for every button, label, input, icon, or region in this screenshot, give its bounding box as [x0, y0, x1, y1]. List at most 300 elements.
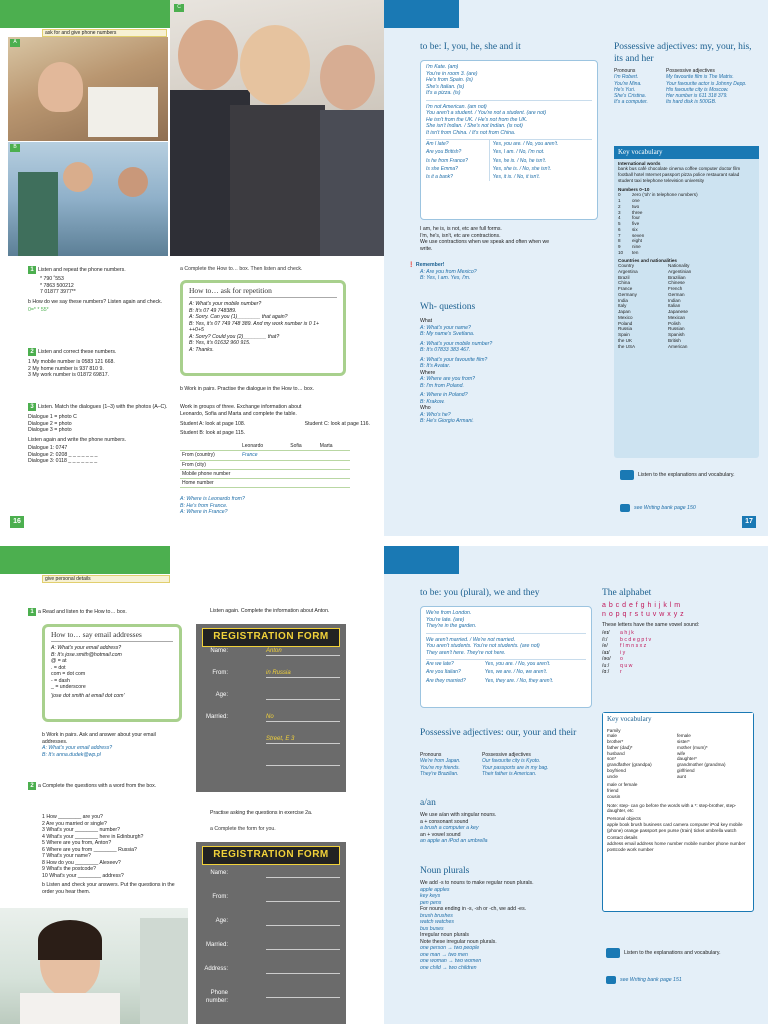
form-field[interactable] [266, 990, 340, 998]
question-item: 7 What's your name? [42, 853, 91, 859]
form-row [196, 966, 346, 976]
exercise-5-text: Leonardo, Sofia and Marta and complete the table. [180, 410, 297, 417]
vocab-item: girlfriend [677, 767, 695, 773]
table-cell: We're from Japan. [420, 758, 461, 765]
grammar-line: We're from London. [426, 610, 472, 616]
listen-note-text: Listen to the explanations and vocabulary. [624, 949, 721, 956]
table-cell: Yes, they are. / No, they aren't. [484, 677, 554, 684]
plurals-list [420, 880, 598, 971]
wh-line: What [420, 318, 433, 324]
table-cell: You're Mina. [614, 80, 642, 87]
country: Poland [618, 320, 633, 326]
possessive-table [420, 752, 598, 777]
page-19 [384, 546, 768, 1024]
table-cell: Home number [180, 479, 240, 488]
alphabet-row: n o p q r s t u v w x y z [602, 610, 685, 618]
list-item: Dialogue 1 = photo C [28, 414, 77, 420]
writing-note-text: see Writing bank page 151 [620, 976, 682, 983]
wh-line: A: Who's he? [420, 411, 451, 418]
a-an-list [420, 812, 598, 845]
exercise-number: 3 [28, 403, 36, 411]
table-cell: Are you Italian? [426, 669, 461, 676]
form-field[interactable] [266, 894, 340, 902]
howto-box-repetition [180, 280, 346, 376]
photo-b-label: B [10, 144, 20, 152]
table-cell: Your passports are in my bag. [482, 764, 549, 771]
country: the UK [618, 337, 633, 343]
letters: f l m n s x z [620, 643, 647, 649]
page-gap [0, 536, 768, 546]
grammar-line: one person → two people [420, 945, 480, 951]
question-item: 10 What's your ________ address? [42, 872, 124, 879]
table-cell: Yes, it is. / No, it isn't. [492, 174, 540, 180]
wh-questions-list [420, 318, 600, 425]
number-word: five [632, 221, 640, 227]
listen-note[interactable] [606, 948, 746, 958]
computer-icon [606, 948, 620, 958]
form-title: REGISTRATION FORM [202, 628, 340, 647]
remember-label: Remember! [415, 262, 445, 268]
dialog-line: A: Where in France? [180, 509, 228, 516]
form-row [196, 648, 346, 658]
grammar-line: a + consonant sound [420, 818, 469, 825]
table-row [180, 469, 350, 478]
exercise-3a-text: Listen. Match the dialogues (1–3) with the photos (A–C). [38, 404, 168, 410]
wh-line: Where [420, 369, 436, 376]
page-17 [384, 0, 768, 536]
nationality: Russian [668, 326, 685, 332]
howto-line: com = dot com [51, 671, 86, 678]
howto-line: @ = at [51, 658, 67, 665]
number-word: two [632, 203, 640, 209]
table-header: Marta [318, 442, 350, 451]
registration-form-1 [196, 624, 346, 792]
question-item: 4 What's your ________ here in Edinburgh? [42, 833, 144, 840]
form-field[interactable]: Street, E 3 [266, 736, 340, 744]
country: Japan [618, 309, 631, 315]
questions-list [42, 814, 182, 879]
positive-block [426, 64, 592, 97]
nationality: Nationality [668, 263, 690, 269]
header-bar [384, 546, 459, 574]
grammar-line: apple apples [420, 886, 450, 893]
grammar-line: I'm not American. (am not) [426, 103, 487, 110]
question-item: 3 What's your ________ number? [42, 827, 120, 833]
vocab-item: mother (mum)* [677, 744, 708, 750]
grammar-line: We add -s to nouns to make regular noun plurals. [420, 880, 534, 886]
number-word: nine [632, 244, 641, 250]
grammar-line: one woman → two women [420, 958, 482, 964]
number-word: six [632, 226, 638, 232]
form-label: Age: [215, 692, 228, 698]
question-item: 5 Where are you from, Anton? [42, 840, 112, 846]
grammar-line: watch watches [420, 919, 455, 925]
grammar-line: I'm Kate. (am) [426, 64, 459, 70]
table-row [426, 677, 586, 685]
exercise-1b-line: 0=* * 55* [28, 307, 49, 313]
howto-line: _ = underscore [51, 684, 86, 691]
exercise-number: 2 [28, 348, 36, 356]
table-row [426, 668, 586, 676]
nationality: Japanese [668, 309, 688, 315]
table-cell: Yes, she is. / No, she isn't. [492, 165, 552, 172]
list-item: Dialogue 3: 0118 _ _ _ _ _ _ _ [28, 458, 98, 464]
howto-line: A: What's your email address? [51, 645, 122, 652]
form-field[interactable] [266, 692, 340, 700]
table-row [426, 140, 592, 149]
letters: q u w [620, 662, 633, 669]
header-bar [0, 0, 170, 28]
table-row [180, 460, 350, 469]
form-row [196, 894, 346, 904]
number-word: eight [632, 238, 642, 244]
exercise-1a-text: Listen and repeat the phone numbers. [38, 267, 126, 273]
family-list [607, 733, 749, 779]
table-row [614, 99, 759, 105]
wh-line: A: What's your name? [420, 324, 471, 331]
table-header: Sofia [288, 442, 318, 451]
exercise-1 [28, 608, 188, 616]
question-item: 1 How ________ are you? [42, 814, 103, 820]
vocab-item: grandmother (grandma) [677, 762, 726, 768]
form-row [196, 736, 346, 746]
exercise-intro: Listen again. Complete the information about Anton. [210, 608, 330, 614]
country: Italy [618, 303, 627, 309]
section-heading: a/an [420, 798, 436, 808]
vocab-item: female [677, 733, 691, 739]
number-digit: 0 [618, 192, 621, 198]
registration-form-2 [196, 842, 346, 1024]
form-row [196, 692, 346, 702]
grammar-line: We aren't married. / We're not married. [426, 636, 516, 643]
page-number: 17 [742, 516, 756, 528]
question-item: 2 Are you married or single? [42, 820, 107, 827]
wh-line: B: Krakow. [420, 398, 445, 405]
phone-number: * 790 ˚553 [40, 276, 64, 282]
country: the USA [618, 343, 636, 349]
country: France [618, 286, 633, 292]
numbers-list [618, 192, 755, 255]
key-vocabulary-box [614, 146, 759, 458]
list-item: Dialogue 1: 0747 [28, 445, 68, 451]
grammar-line: They're in the garden. [426, 623, 477, 629]
number-word: one [632, 198, 640, 204]
exercise-number: 1 [28, 608, 36, 616]
phone-number: * 7863 500212 [40, 282, 74, 289]
grammar-line: It's a pizza. (is) [426, 90, 461, 96]
exclamation-icon: ❗ [408, 262, 415, 268]
grammar-line: brush brushes [420, 912, 453, 919]
form-row [196, 870, 346, 880]
form-field[interactable]: Anton [266, 648, 340, 656]
student-instruction: Student B: look at page 115. [180, 429, 246, 436]
alphabet-note: These letters have the same vowel sound: [602, 621, 700, 628]
form-label: Phone number: [205, 990, 228, 1004]
form-label: Address: [204, 966, 228, 972]
wh-line: B: He's Giorgio Armani. [420, 418, 474, 424]
form-field[interactable] [266, 918, 340, 926]
info-table [180, 442, 350, 488]
note-line: We use contractions when we speak and often when we [420, 239, 550, 245]
table-cell: From (city) [180, 460, 240, 469]
form-field[interactable]: No [266, 714, 340, 722]
header-bar [0, 546, 170, 574]
number-digit: 3 [618, 209, 621, 215]
letters: b c d e g p t v [620, 636, 652, 643]
nationality: Polish [668, 320, 681, 326]
dialog-line: A: Where is Leonardo from? [180, 496, 245, 503]
table-header [180, 442, 240, 451]
table-header: Pronouns [420, 752, 442, 758]
exercise-1b-text: b Work in pairs. Ask and answer about your email addresses. [42, 732, 156, 745]
table-cell: Is he from France? [426, 157, 489, 165]
grammar-line: Note these irregular noun plurals. [420, 938, 497, 945]
remember-box [408, 262, 598, 282]
vocab-subtitle: Numbers 0–10 [618, 186, 650, 192]
howto-line: B: Yes, it's 01632 960 915. [189, 340, 251, 347]
note-line: write. [420, 245, 433, 252]
grammar-line: He's from Spain. (is) [426, 77, 473, 83]
note-line: I am, he is, is not, etc are full forms. [420, 226, 502, 232]
writing-note-text: see Writing bank page 150 [634, 504, 696, 511]
grammar-line: an + vowel sound [420, 831, 461, 838]
table-cell [318, 479, 350, 488]
exercise-5 [180, 404, 370, 516]
table-cell: Are they married? [426, 677, 466, 684]
section-heading: Noun plurals [420, 866, 470, 876]
writing-bank-link[interactable] [606, 976, 682, 984]
country: Country [618, 263, 635, 269]
table-header: Possessive adjectives [666, 68, 715, 74]
question-item: 9 What's the postcode? [42, 866, 97, 872]
contraction-notes [420, 226, 600, 252]
topic-label: give personal details [42, 575, 170, 583]
phonetic-symbol: /ɑː/ [602, 669, 610, 675]
nationality: German [668, 291, 685, 297]
form-row [196, 714, 346, 724]
form-row [196, 670, 346, 680]
table-cell: My favourite film is The Matrix. [666, 74, 734, 81]
grammar-line: an apple an iPod an umbrella [420, 838, 488, 844]
wh-line: A: What's your mobile number? [420, 340, 493, 347]
country: Brazil [618, 274, 630, 280]
wh-line: A: Where are you from? [420, 376, 476, 382]
howto-line: A: Sorry. Can you (1)________ that again? [189, 314, 288, 321]
vocab-item: wife [677, 750, 686, 756]
student-instruction: Student A: look at page 108. [180, 421, 246, 427]
grammar-line: They aren't here. They're not here. [426, 649, 506, 656]
exercise-2b-text: b Listen and check your answers. Put the questions in the order you hear them. [42, 882, 175, 895]
vocab-note: Note: step- can go before the words with a *: step-brother, step-daughter, etc [607, 802, 737, 814]
vocab-item: uncle [607, 773, 618, 779]
table-cell [288, 460, 318, 469]
form-field[interactable] [266, 966, 340, 974]
nationality: Mexican [668, 314, 686, 320]
number-digit: 7 [618, 232, 621, 238]
vocab-subtitle: Countries and nationalities [618, 257, 677, 263]
form-row [196, 990, 346, 1004]
exercise-number: 1 [28, 266, 36, 274]
howto-line: B: It's 07 49 748389. [189, 307, 237, 314]
possessive-table [614, 68, 759, 106]
vocab-item: sister* [677, 739, 690, 745]
grammar-line: one child → two children [420, 964, 477, 971]
nationality: Spanish [668, 332, 685, 338]
question-table [426, 139, 592, 181]
vocab-subtitle: Family [607, 727, 621, 733]
table-cell: Yes, I am. / No, I'm not. [492, 149, 545, 156]
vocab-list: address email address home number mobile number phone number postcode work number [607, 840, 746, 852]
list-item: Dialogue 2 = photo [28, 420, 72, 427]
grammar-line: pen pens [420, 899, 442, 906]
country: Germany [618, 291, 637, 297]
vocab-subtitle: Personal objects [607, 816, 641, 822]
table-cell: Is it a bank? [426, 173, 489, 181]
list-item: Dialogue 2: 0208 _ _ _ _ _ _ _ [28, 451, 98, 458]
header-bar [384, 0, 459, 28]
table-cell [288, 479, 318, 488]
table-cell [318, 451, 350, 460]
table-cell [240, 479, 288, 488]
table-row [426, 173, 592, 181]
grammar-line: a brush a computer a key [420, 825, 479, 831]
vocab-item: husband [607, 750, 625, 756]
howto-line: B: Yes, it's 07 749 748 389. And my work number is 0 1+ [189, 320, 320, 327]
nationality: French [668, 286, 683, 292]
table-cell: Our favourite city is Kyoto. [482, 758, 541, 765]
vocab-item: daughter* [677, 756, 697, 762]
list-item: 1 My mobile number is 0583 121 668. [28, 359, 115, 365]
form-field[interactable] [266, 870, 340, 878]
list-item [602, 669, 752, 676]
form-field[interactable] [266, 942, 340, 950]
key-vocabulary-box [602, 712, 754, 912]
alphabet-row: a b c d e f g h i j k l m [602, 602, 681, 609]
nationality: Chinese [668, 280, 685, 286]
remember-line: B: Yes, I am. Yes, I'm. [420, 275, 471, 281]
table-cell: Are we late? [426, 661, 454, 667]
wh-line: A: Where in Poland? [420, 392, 468, 398]
grammar-line: key keys [420, 893, 441, 899]
exercise-2 [28, 348, 173, 379]
form-label: Married: [205, 942, 228, 948]
country: Russia [618, 326, 633, 332]
table-cell: They're Brazilian. [420, 770, 459, 777]
table-row [180, 451, 350, 460]
exercise-3b-text: Listen again and write the phone numbers. [28, 436, 127, 443]
section-heading: to be: you (plural), we and they [420, 588, 540, 598]
grammar-line: We use a/an with singular nouns. [420, 812, 497, 818]
list-item: Dialogue 3 = photo [28, 427, 72, 433]
photo-a [8, 37, 168, 141]
form-label: Married: [205, 714, 228, 720]
country: Mexico [618, 314, 633, 320]
countries-list [618, 263, 755, 349]
table-cell: Is she Emma? [426, 165, 489, 173]
grammar-line: For nouns ending in -s, -sh or -ch, we add -es. [420, 906, 527, 912]
exercise-text: a Complete the form for you. [210, 826, 276, 832]
table-cell: He's Yuri. [614, 86, 636, 93]
list-item [607, 774, 749, 780]
table-cell: His favourite city is Moscow. [666, 86, 729, 93]
vocab-item: boyfriend [607, 767, 626, 773]
photo-a-label: A [10, 39, 20, 47]
number-word: seven [632, 232, 645, 238]
writing-bank-link[interactable] [620, 504, 696, 512]
vocab-list: bank bus café chocolate cinema coffee computer doctor film football hotel Internet passport pizza police restaurant salad student taxi telephone television university [618, 166, 741, 183]
grammar-line: It isn't from China. / It's not from China. [426, 129, 516, 136]
country: China [618, 280, 631, 286]
exercise-1 [28, 266, 173, 314]
phonetic-symbol: /e/ [602, 643, 608, 649]
form-field[interactable] [266, 758, 340, 766]
question-table [426, 659, 586, 685]
dialog-line: B: It's anna.dudek@wp.pl [42, 751, 101, 758]
exercise-1a-text: a Read and listen to the How to… box. [38, 609, 127, 615]
form-field[interactable]: in Russia [266, 670, 340, 678]
grammar-line: You're late. (are) [426, 616, 465, 623]
table-cell: Yes, you are. / No, you aren't. [492, 141, 559, 147]
section-heading: The alphabet [602, 588, 652, 598]
sounds-list [602, 630, 752, 676]
number-word: ten [632, 249, 639, 255]
table-cell [318, 469, 350, 478]
country: India [618, 297, 628, 303]
question-item: 8 How do you ________ Alexeev? [42, 859, 121, 866]
howto-line: A: Sorry? Could you (2)________ that? [189, 333, 280, 340]
howto-line: A: What's your mobile number? [189, 301, 262, 308]
table-row [426, 660, 586, 669]
table-cell: Its hard disk is 500GB. [666, 99, 717, 106]
country: Argentina [618, 268, 638, 274]
section-heading: to be: I, you, he, she and it [420, 42, 521, 52]
table-header: Possessive adjectives [482, 752, 531, 758]
number-word: three [632, 209, 643, 215]
number-word: four [632, 215, 640, 221]
listen-note[interactable] [620, 470, 760, 480]
topic-label: ask for and give phone numbers [42, 29, 167, 37]
grammar-line: She isn't Indian. / She's not Indian. (is not) [426, 123, 523, 129]
howto-title: How to… ask for repetition [189, 286, 337, 298]
table-cell [318, 460, 350, 469]
form-label: Name: [210, 648, 228, 654]
letters: i y [620, 649, 626, 656]
number-word: zero ('oh' in telephone numbers) [632, 192, 698, 198]
exercise-2a-text: a Complete the questions with a word from the box. [38, 783, 157, 789]
grammar-box-to-be-plural [420, 606, 592, 708]
listen-note-text: Listen to the explanations and vocabulary. [638, 471, 735, 478]
table-row [426, 165, 592, 173]
table-row [420, 771, 598, 777]
vocab-item: aunt [677, 773, 686, 779]
table-cell: Mobile phone number [180, 469, 240, 478]
student-instruction: Student C: look at page 116. [304, 421, 370, 427]
exercise-3 [28, 403, 173, 465]
vocab-item: cousin [607, 793, 621, 799]
number-digit: 8 [618, 238, 621, 244]
remember-line: A: Are you from Mexico? [420, 268, 477, 275]
exercise-4a-text: a Complete the How to… box. Then listen and check. [180, 266, 303, 272]
phone-number: 7 01877 3977** [40, 289, 76, 295]
table-cell: It's a computer. [614, 99, 648, 106]
number-digit: 10 [618, 249, 624, 255]
grammar-line: Irregular noun plurals [420, 932, 470, 938]
wh-line: B: My name's Svetlana. [420, 331, 475, 337]
vocab-item: brother* [607, 739, 624, 745]
letters: r [620, 669, 622, 675]
form-row [196, 918, 346, 928]
form-label: Age: [215, 918, 228, 924]
